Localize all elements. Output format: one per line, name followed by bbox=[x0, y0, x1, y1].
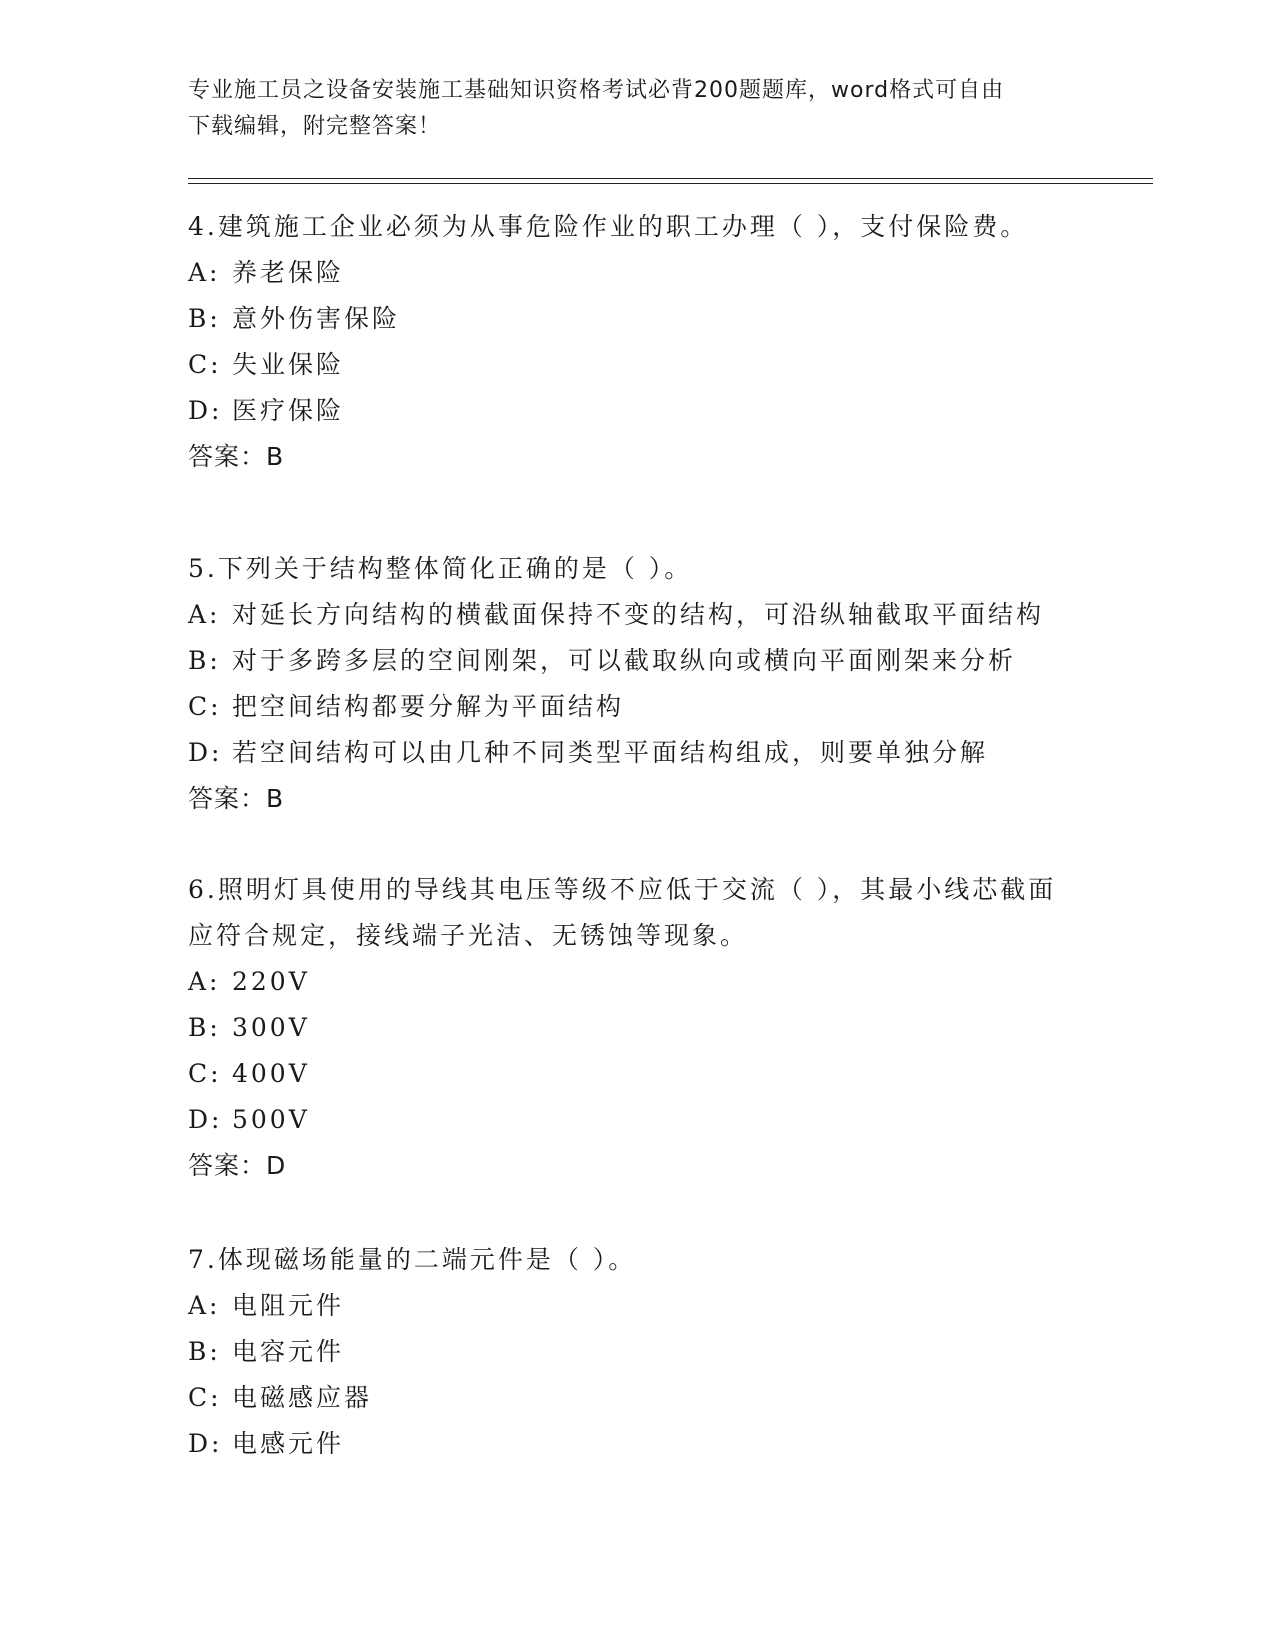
option-text: 电容元件 bbox=[232, 1337, 345, 1366]
option-a bbox=[188, 592, 1088, 638]
header-title-line-1: 专业施工员之设备安装施工基础知识资格考试必背200题题库，word格式可自由 bbox=[188, 78, 1005, 103]
header-title-line-2: 下载编辑，附完整答案！ bbox=[188, 114, 442, 139]
option-text: 电阻元件 bbox=[232, 1291, 345, 1320]
option-a bbox=[188, 1283, 1088, 1329]
option-text: 对于多跨多层的空间刚架，可以截取纵向或横向平面刚架来分析 bbox=[232, 646, 1017, 675]
option-text: 失业保险 bbox=[232, 350, 345, 379]
option-letter: C: bbox=[188, 692, 222, 721]
option-d bbox=[188, 730, 1088, 776]
question-5 bbox=[188, 546, 1088, 822]
option-letter: A: bbox=[188, 258, 221, 287]
option-letter: A: bbox=[188, 1291, 221, 1320]
option-letter: D: bbox=[188, 1105, 223, 1134]
option-text: 养老保险 bbox=[232, 258, 345, 287]
option-text: 把空间结构都要分解为平面结构 bbox=[232, 692, 625, 721]
option-b bbox=[188, 296, 1088, 342]
option-d bbox=[188, 1421, 1088, 1467]
option-letter: C: bbox=[188, 350, 222, 379]
option-b bbox=[188, 1329, 1088, 1375]
option-text: 电磁感应器 bbox=[232, 1383, 373, 1412]
header-divider-top bbox=[188, 178, 1153, 179]
option-text: 500V bbox=[232, 1105, 310, 1134]
question-stem: 6.照明灯具使用的导线其电压等级不应低于交流（ ），其最小线芯截面应符合规定，接线端子光洁、无锈蚀等现象。 bbox=[188, 875, 1057, 950]
option-letter: A: bbox=[188, 600, 221, 629]
option-letter: C: bbox=[188, 1059, 222, 1088]
option-text: 意外伤害保险 bbox=[232, 304, 401, 333]
question-4 bbox=[188, 204, 1088, 480]
document-header bbox=[188, 73, 1068, 145]
option-text: 医疗保险 bbox=[232, 396, 345, 425]
option-text: 若空间结构可以由几种不同类型平面结构组成，则要单独分解 bbox=[232, 738, 989, 767]
option-letter: C: bbox=[188, 1383, 222, 1412]
option-letter: B: bbox=[188, 1013, 221, 1042]
question-7 bbox=[188, 1237, 1088, 1467]
option-letter: B: bbox=[188, 304, 221, 333]
option-letter: A: bbox=[188, 967, 221, 996]
option-text: 对延长方向结构的横截面保持不变的结构，可沿纵轴截取平面结构 bbox=[232, 600, 1045, 629]
question-stem: 4.建筑施工企业必须为从事危险作业的职工办理（ ），支付保险费。 bbox=[188, 212, 1029, 241]
option-text: 300V bbox=[232, 1013, 310, 1042]
option-letter: B: bbox=[188, 1337, 221, 1366]
answer-text: 答案：B bbox=[188, 784, 285, 813]
answer-text: 答案：D bbox=[188, 1151, 287, 1180]
option-b bbox=[188, 1005, 1088, 1051]
option-a bbox=[188, 959, 1088, 1005]
option-text: 电感元件 bbox=[232, 1429, 345, 1458]
answer-text: 答案：B bbox=[188, 442, 285, 471]
option-text: 400V bbox=[232, 1059, 310, 1088]
option-b bbox=[188, 638, 1088, 684]
question-stem: 5.下列关于结构整体简化正确的是（ ）。 bbox=[188, 554, 693, 583]
option-a bbox=[188, 250, 1088, 296]
option-letter: D: bbox=[188, 738, 223, 767]
option-d bbox=[188, 1097, 1088, 1143]
option-letter: B: bbox=[188, 646, 221, 675]
option-letter: D: bbox=[188, 1429, 223, 1458]
option-d bbox=[188, 388, 1088, 434]
option-text: 220V bbox=[232, 967, 310, 996]
option-letter: D: bbox=[188, 396, 223, 425]
option-c bbox=[188, 342, 1088, 388]
header-divider-bottom bbox=[188, 183, 1153, 184]
option-c bbox=[188, 1051, 1088, 1097]
option-c bbox=[188, 1375, 1088, 1421]
option-c bbox=[188, 684, 1088, 730]
question-6 bbox=[188, 867, 1088, 1189]
question-stem: 7.体现磁场能量的二端元件是（ ）。 bbox=[188, 1245, 637, 1274]
